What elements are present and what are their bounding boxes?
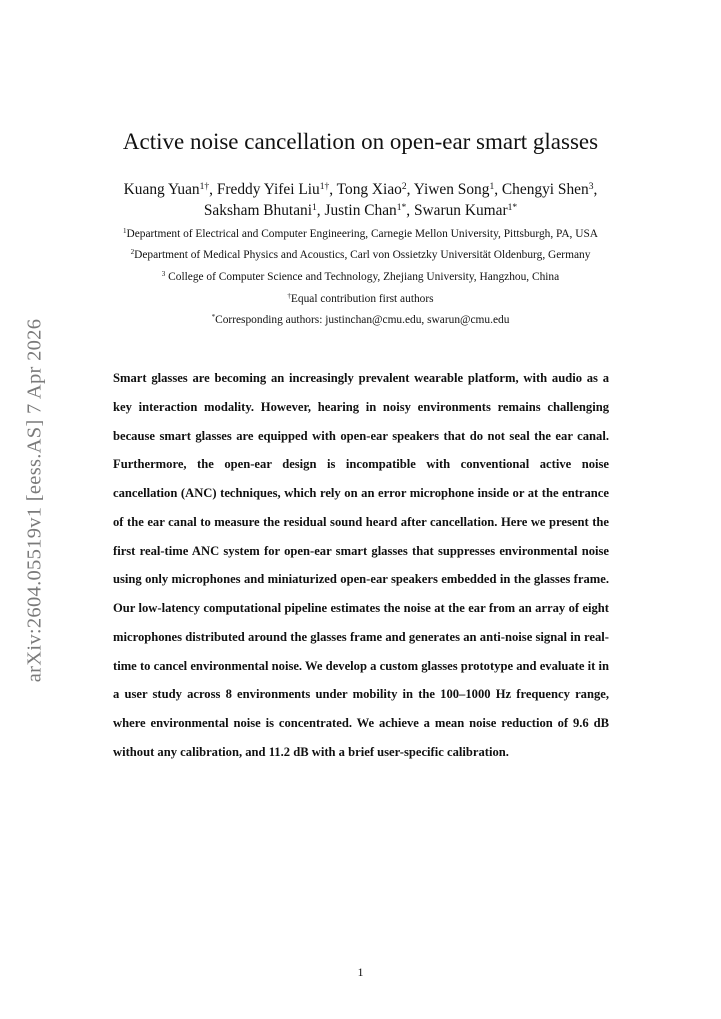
author-marks: 1*	[396, 201, 407, 213]
affiliation-text: Department of Medical Physics and Acoustics, Carl von Ossietzky Universität Oldenburg, Germany	[134, 249, 591, 261]
author-separator: ,	[209, 181, 217, 198]
affiliation-mark: 2	[130, 248, 135, 257]
author-name: Freddy Yifei Liu	[216, 181, 320, 198]
author-name: Chengyi Shen	[501, 181, 589, 198]
arxiv-identifier-text: arXiv:2604.05519v1 [eess.AS] 7 Apr 2026	[23, 318, 46, 682]
author-separator: ,	[406, 202, 414, 219]
equal-contribution-mark: †	[287, 292, 291, 301]
corresponding-authors-text: Corresponding authors: justinchan@cmu.edu, swarun@cmu.edu	[215, 314, 510, 326]
paper-title: Active noise cancellation on open-ear smart glasses	[122, 129, 599, 154]
author-separator: ,	[593, 181, 598, 198]
equal-contribution-text: Equal contribution first authors	[290, 293, 434, 305]
author-separator: ,	[316, 202, 325, 219]
author-separator: ,	[494, 181, 502, 198]
equal-contribution-note	[40, 292, 681, 306]
abstract: Smart glasses are becoming an increasingly prevalent wearable platform, with audio as a key interaction modality. However, hearing in noisy environments remains challenging because smart glasses are equipped with open-ear speakers that do not seal the ear canal. Furthermore, the open-ear design is incompatible with conventional active noise cancellation (ANC) techniques, which rely on an error microphone inside or at the entrance of the ear canal to measure the residual sound heard after cancellation. Here we present the first real-time ANC system for open-ear smart glasses that suppresses environmental noise using only microphones and miniaturized open-ear speakers embedded in the glasses frame. Our low-latency computational pipeline estimates the noise at the ear from an array of eight microphones distributed around the glasses frame and generates an anti-noise signal in real-time to cancel environmental noise. We develop a custom glasses prototype and evaluate it in a user study across 8 environments under mobility in the 100–1000 Hz frequency range, where environmental noise is concentrated. We achieve a mean noise reduction of 9.6 dB without any calibration, and 11.2 dB with a brief user-specific calibration.	[113, 371, 609, 759]
affiliation-text: Department of Electrical and Computer Engineering, Carnegie Mellon University, Pittsburgh, PA, USA	[126, 228, 599, 240]
affiliation	[40, 270, 681, 284]
affiliation-mark: 3	[161, 270, 166, 279]
author-name: Saksham Bhutani	[203, 202, 313, 219]
author-marks: 1†	[199, 180, 210, 192]
author-name: Justin Chan	[324, 202, 397, 219]
author-marks: 2	[401, 180, 407, 192]
affiliation	[40, 227, 681, 241]
author-name: Kuang Yuan	[123, 181, 200, 198]
author-list	[60, 179, 661, 221]
author-separator: ,	[329, 181, 337, 198]
author-name: Swarun Kumar	[413, 202, 508, 219]
author-name: Yiwen Song	[413, 181, 490, 198]
author-marks: 1	[312, 201, 317, 213]
affiliation	[40, 248, 681, 262]
author-marks: 1*	[507, 201, 518, 213]
author-separator: ,	[406, 181, 414, 198]
author-name: Tong Xiao	[336, 181, 402, 198]
corresponding-authors-note	[40, 313, 681, 327]
affiliation-text: College of Computer Science and Technology, Zhejiang University, Hangzhou, China	[165, 271, 560, 283]
arxiv-identifier	[19, 300, 51, 700]
author-marks: 1†	[319, 180, 330, 192]
affiliation-mark: 1	[122, 227, 127, 236]
author-marks: 3	[588, 180, 594, 192]
corresponding-mark: *	[211, 313, 216, 322]
page-number: 1	[357, 965, 364, 979]
author-marks: 1	[489, 180, 495, 192]
